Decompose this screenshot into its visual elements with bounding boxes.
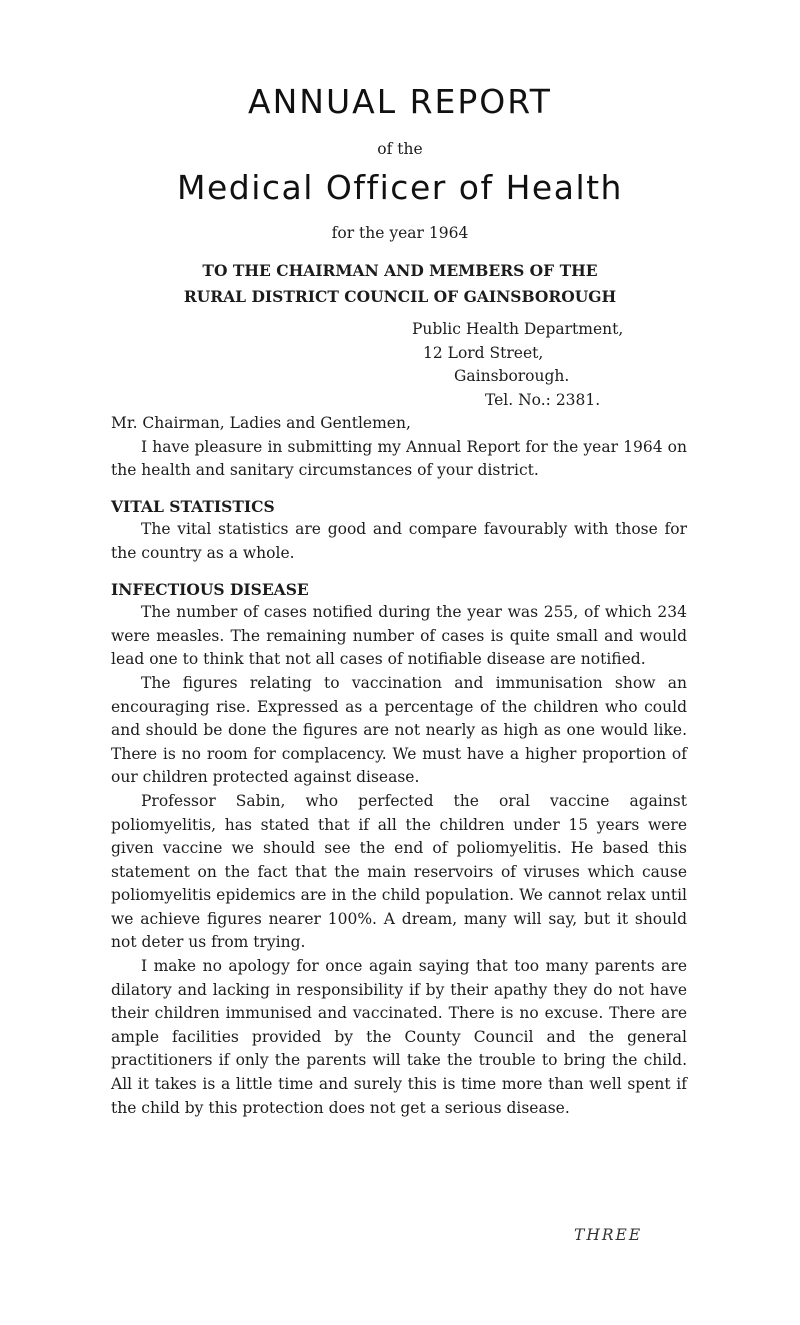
sender-address [412, 318, 623, 413]
vital-statistics-heading: VITAL STATISTICS [111, 496, 275, 516]
salutation: Mr. Chairman, Ladies and Gentlemen, [111, 414, 411, 432]
addressee-block [0, 258, 800, 310]
address-line-3: Gainsborough. [454, 367, 570, 386]
intro-paragraph: I have pleasure in submitting my Annual Report for the year 1964 on the health and sanitary circumstances of your district. [111, 437, 687, 480]
report-subtitle: Medical Officer of Health [177, 168, 623, 207]
report-title: ANNUAL REPORT [248, 82, 552, 121]
of-the-line: of the [377, 140, 423, 158]
vital-statistics-paragraph: The vital statistics are good and compare favourably with those for the country as a whole. [111, 520, 687, 562]
year-line: for the year 1964 [331, 224, 469, 242]
address-line-2: 12 Lord Street, [423, 343, 544, 362]
infectious-paragraph-4: I make no apology for once again saying that too many parents are dilatory and lacking in responsibility if by their apathy they do not have their children immunised and vaccinated. There is no excuse. There are ample facilities provided by the County Council and the general practitioners if only the parents will take the trouble to bring the child. All it takes is a little time and surely this is time more than well spent if the child by this protection does not get a serious disease. [111, 957, 687, 1117]
address-line-1: Public Health Department, [412, 320, 624, 338]
letter-body [111, 412, 687, 1120]
address-line-4: Tel. No.: 2381. [485, 391, 601, 410]
addressee-line-2: RURAL DISTRICT COUNCIL OF GAINSBOROUGH [183, 287, 617, 306]
addressee-line-1: TO THE CHAIRMAN AND MEMBERS OF THE [202, 261, 598, 280]
infectious-paragraph-1: The number of cases notified during the year was 255, of which 234 were measles. The remaining number of cases is quite small and would lead one to think that not all cases of notifiable disease are notified. [111, 603, 687, 669]
page-number: THREE [574, 1226, 643, 1244]
infectious-disease-heading: INFECTIOUS DISEASE [111, 579, 309, 599]
infectious-paragraph-3: Professor Sabin, who perfected the oral vaccine against poliomyelitis, has stated that if all the children under 15 years were given vaccine we should see the end of poliomyelitis. He based this statement on the fact that the main reservoirs of viruses which cause poliomyelitis epidemics are in the child population. We cannot relax until we achieve figures nearer 100%. A dream, many will say, but it should not deter us from trying. [111, 791, 687, 952]
infectious-paragraph-2: The figures relating to vaccination and immunisation show an encouraging rise. Expressed as a percentage of the children who could and should be done the figures are not nearly as high as one would like. There is no room for complacency. We must have a higher proportion of our children protected against disease. [111, 673, 687, 787]
